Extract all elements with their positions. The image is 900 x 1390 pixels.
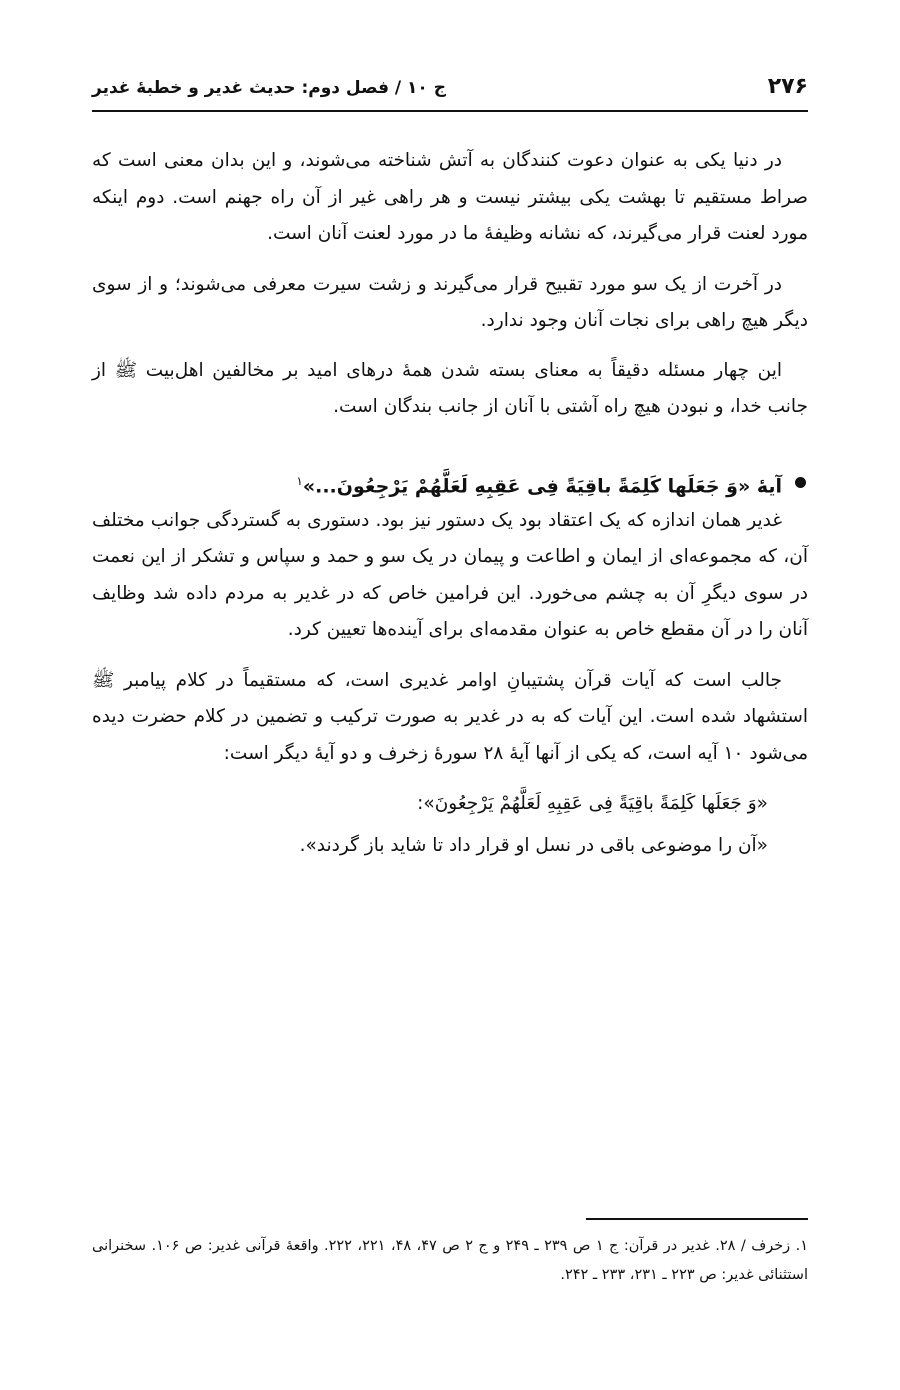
paragraph-5: جالب است که آیات قرآن پشتیبانِ اوامر غدیری است، که مستقیماً در کلام پیامبر ﷺ استشهاد شده است. این آیات که به در غدیر به صورت ترکیب و تضمین در کلام حضرت دیده می‌شود ۱۰ آیه است، که یکی از آنها آیهٔ ۲۸ سورهٔ زخرف و دو آیهٔ دیگر است:: [92, 669, 808, 764]
footnote-marker[interactable]: ۱: [296, 473, 303, 488]
footnote-divider: [586, 1218, 808, 1220]
section-heading-text: آیهٔ «وَ جَعَلَها کَلِمَةً باقِیَةً فِی عَقِبِهِ لَعَلَّهُمْ یَرْجِعُونَ...»: [302, 474, 782, 497]
verse-translation: «آن را موضوعی باقی در نسل او قرار داد تا شاید باز گردند».: [299, 835, 768, 857]
paragraph-2: در آخرت از یک سو مورد تقبیح قرار می‌گیرند و زشت سیرت معرفی می‌شوند؛ و از سوی دیگر هیچ راهی برای نجات آنان وجود ندارد.: [92, 273, 808, 331]
page-header: [92, 72, 808, 112]
page-number: ۲۷۶: [767, 74, 808, 99]
paragraph-4: غدیر همان اندازه که یک اعتقاد بود یک دستور نیز بود. دستوری به گستردگی جوانب مختلف آن، که مجموعه‌ای از ایمان و اطاعت و پیمان در یک سو و حمد و سپاس و تشکر از این نعمت در سوی دیگرِ آن به چشم می‌خورد. این فرامین خاص که در غدیر به مردم داده شد وظایف آنان را در آن مقطع خاص به عنوان مقدمه‌ای برای آینده‌ها تعیین کرد.: [92, 509, 808, 641]
paragraph-3: این چهار مسئله دقیقاً به معنای بسته شدن همهٔ درهای امید بر مخالفین اهل‌بیت ﷺ از جانب خدا، و نبودن هیچ راه آشتی با آنان از جانب بندگان است.: [92, 359, 808, 417]
paragraph-1: در دنیا یکی به عنوان دعوت کنندگان به آتش شناخته می‌شوند، و این بدان معنی است که صراط مستقیم تا بهشت یکی بیشتر نیست و هر راهی غیر از آن راه جهنم است. دوم اینکه مورد لعنت قرار می‌گیرند، که نشانه وظیفهٔ ما در مورد لعنت آنان است.: [92, 150, 808, 244]
quran-verse: «وَ جَعَلَها کَلِمَةً باقِیَةً فِی عَقِبِهِ لَعَلَّهُمْ یَرْجِعُونَ»:: [417, 793, 768, 815]
bullet-icon: [795, 477, 806, 488]
running-title: ج ۱۰ / فصل دوم: حدیث غدیر و خطبهٔ غدیر: [92, 78, 446, 98]
page-body: [92, 143, 808, 864]
section-heading: [92, 464, 808, 503]
footnote: ۱. زخرف / ۲۸. غدیر در قرآن: ج ۱ ص ۲۳۹ ـ ۲۴۹ و ج ۲ ص ۴۷، ۴۸، ۲۲۱، ۲۲۲. واقعهٔ قرآنی غدیر: ص ۱۰۶. سخنرانی استثنائی غدیر: ص ۲۲۳ ـ ۲۳۱، ۲۳۳ ـ ۲۴۲.: [92, 1238, 809, 1283]
